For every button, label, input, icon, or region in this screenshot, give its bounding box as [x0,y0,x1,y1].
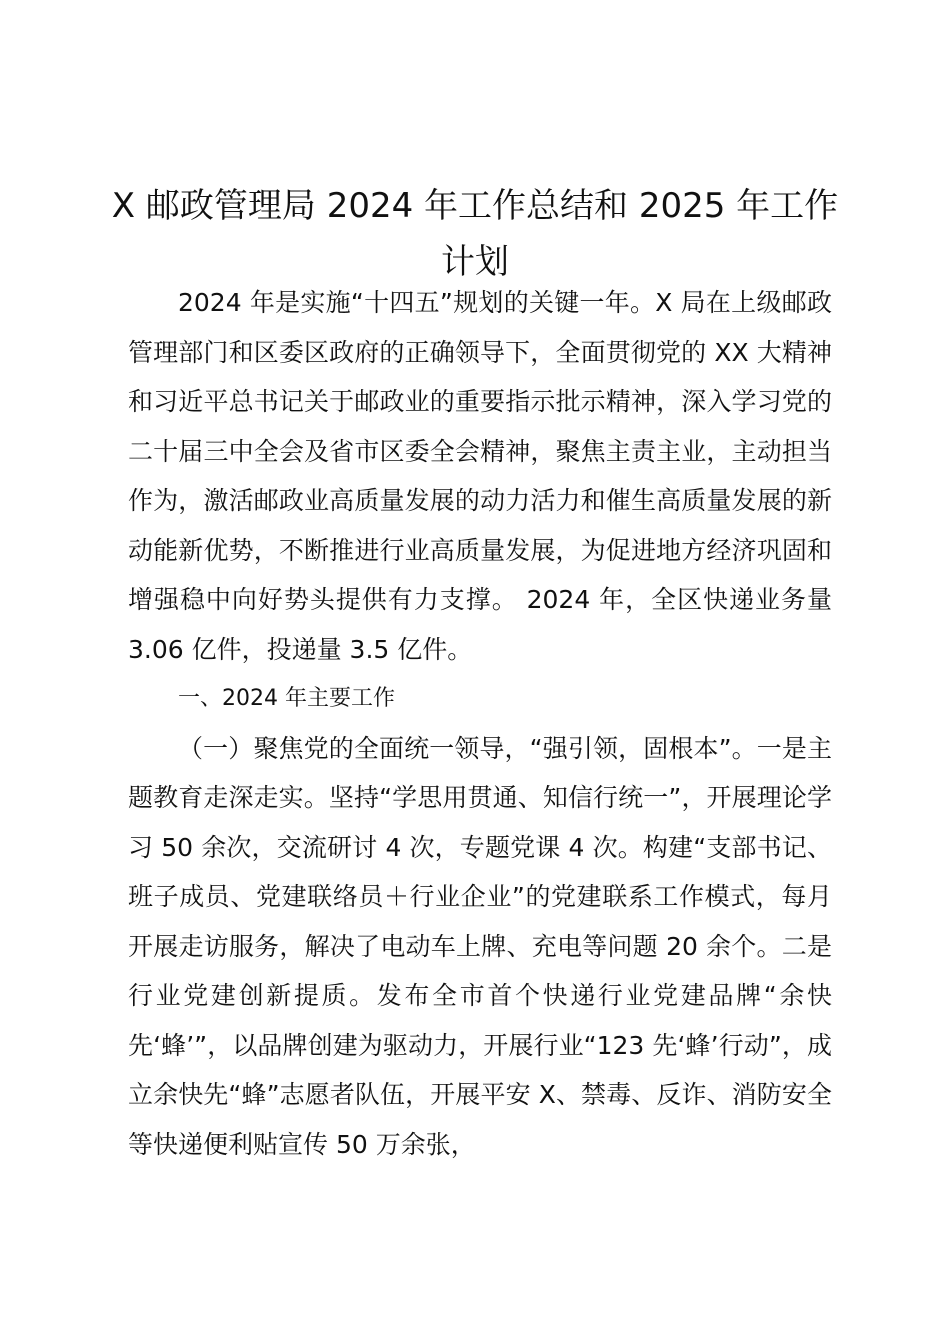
document-body [128,278,832,1169]
body-paragraph: （一）聚焦党的全面统一领导，“强引领，固根本”。一是主题教育走深走实。坚持“学思用贯通、知信行统一”，开展理论学习 50 余次，交流研讨 4 次，专题党课 4 次。构建“支部书记、班子成员、党建联络员＋行业企业”的党建联系工作模式，每月开展走访服务，解决了电动车上牌、充电等问题 20 余个。二是行业党建创新提质。发布全市首个快递行业党建品牌“余快先‘蜂’”，以品牌创建为驱动力，开展行业“123 先‘蜂’行动”，成立余快先“蜂”志愿者队伍，开展平安 X、禁毒、反诈、消防安全等快递便利贴宣传 50 万余张， [128,733,832,1159]
intro-paragraph: 2024 年是实施“十四五”规划的关键一年。X 局在上级邮政管理部门和区委区政府的正确领导下，全面贯彻党的 XX 大精神和习近平总书记关于邮政业的重要指示批示精神，深入学习党的二十届三中全会及省市区委全会精神，聚焦主责主业，主动担当作为，激活邮政业高质量发展的动力活力和催生高质量发展的新动能新优势，不断推进行业高质量发展，为促进地方经济巩固和增强稳中向好势头提供有力支撑。 2024 年，全区快递业务量 3.06 亿件，投递量 3.5 亿件。 [128,288,832,664]
section-heading: 一、2024 年主要工作 [178,686,395,711]
document-title: X 邮政管理局 2024 年工作总结和 2025 年工作计划 [111,186,839,282]
